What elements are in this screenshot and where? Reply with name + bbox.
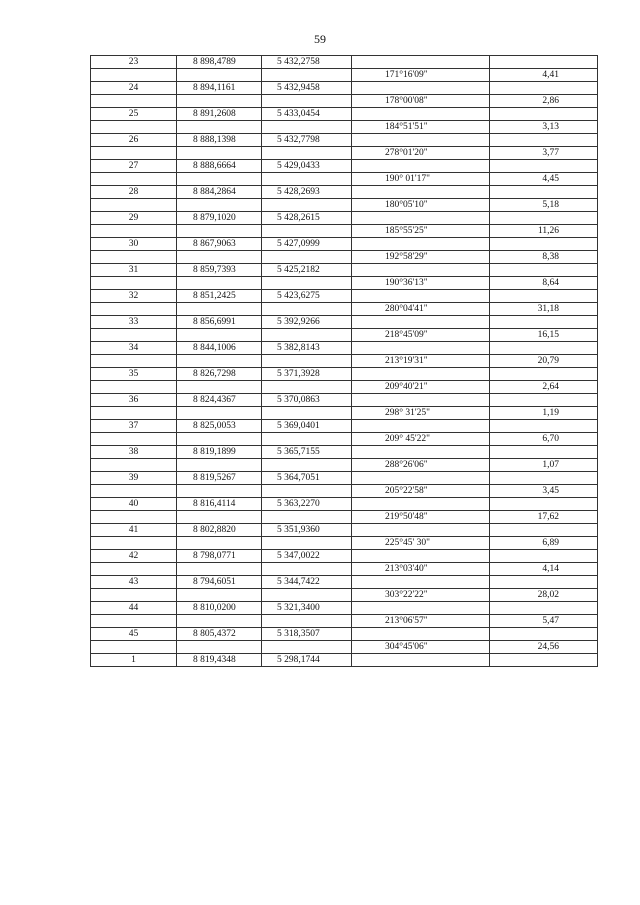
segment-row	[91, 69, 598, 82]
x-coordinate-cell: 8 825,0053	[177, 420, 262, 433]
empty-cell	[490, 550, 598, 563]
segment-row	[91, 563, 598, 576]
empty-cell	[91, 69, 177, 82]
empty-cell	[490, 316, 598, 329]
point-number-cell: 41	[91, 524, 177, 537]
y-coordinate-cell: 5 344,7422	[262, 576, 352, 589]
point-number-cell: 37	[91, 420, 177, 433]
empty-cell	[177, 511, 262, 524]
empty-cell	[91, 641, 177, 654]
direction-angle-cell: 213°19'31"	[352, 355, 490, 368]
distance-cell: 4,41	[490, 69, 598, 82]
segment-row	[91, 199, 598, 212]
empty-cell	[91, 433, 177, 446]
y-coordinate-cell: 5 382,8143	[262, 342, 352, 355]
empty-cell	[262, 303, 352, 316]
distance-cell: 16,15	[490, 329, 598, 342]
empty-cell	[490, 82, 598, 95]
x-coordinate-cell: 8 884,2864	[177, 186, 262, 199]
empty-cell	[177, 329, 262, 342]
point-row	[91, 342, 598, 355]
y-coordinate-cell: 5 432,2758	[262, 56, 352, 69]
segment-row	[91, 433, 598, 446]
empty-cell	[177, 381, 262, 394]
point-number-cell: 25	[91, 108, 177, 121]
empty-cell	[177, 121, 262, 134]
empty-cell	[91, 147, 177, 160]
point-row	[91, 82, 598, 95]
x-coordinate-cell: 8 859,7393	[177, 264, 262, 277]
y-coordinate-cell: 5 369,0401	[262, 420, 352, 433]
segment-row	[91, 173, 598, 186]
empty-cell	[262, 511, 352, 524]
empty-cell	[262, 459, 352, 472]
point-number-cell: 31	[91, 264, 177, 277]
empty-cell	[177, 303, 262, 316]
y-coordinate-cell: 5 428,2693	[262, 186, 352, 199]
empty-cell	[490, 212, 598, 225]
empty-cell	[177, 95, 262, 108]
empty-cell	[177, 225, 262, 238]
direction-angle-cell: 184°51'51"	[352, 121, 490, 134]
empty-cell	[490, 654, 598, 667]
point-number-cell: 38	[91, 446, 177, 459]
direction-angle-cell: 192°58'29"	[352, 251, 490, 264]
y-coordinate-cell: 5 363,2270	[262, 498, 352, 511]
direction-angle-cell: 303°22'22"	[352, 589, 490, 602]
empty-cell	[177, 173, 262, 186]
empty-cell	[177, 199, 262, 212]
segment-row	[91, 511, 598, 524]
empty-cell	[91, 537, 177, 550]
x-coordinate-cell: 8 867,9063	[177, 238, 262, 251]
empty-cell	[490, 576, 598, 589]
empty-cell	[352, 56, 490, 69]
point-row	[91, 316, 598, 329]
point-number-cell: 35	[91, 368, 177, 381]
point-row	[91, 524, 598, 537]
point-row	[91, 472, 598, 485]
x-coordinate-cell: 8 824,4367	[177, 394, 262, 407]
direction-angle-cell: 185°55'25"	[352, 225, 490, 238]
empty-cell	[262, 147, 352, 160]
empty-cell	[262, 173, 352, 186]
empty-cell	[490, 342, 598, 355]
direction-angle-cell: 213°06'57"	[352, 615, 490, 628]
y-coordinate-cell: 5 347,0022	[262, 550, 352, 563]
direction-angle-cell: 225°45' 30"	[352, 537, 490, 550]
y-coordinate-cell: 5 298,1744	[262, 654, 352, 667]
segment-row	[91, 615, 598, 628]
segment-row	[91, 95, 598, 108]
direction-angle-cell: 178°00'08"	[352, 95, 490, 108]
x-coordinate-cell: 8 888,1398	[177, 134, 262, 147]
x-coordinate-cell: 8 819,4348	[177, 654, 262, 667]
segment-row	[91, 121, 598, 134]
point-number-cell: 27	[91, 160, 177, 173]
point-number-cell: 34	[91, 342, 177, 355]
coordinates-table	[90, 55, 598, 667]
y-coordinate-cell: 5 318,3507	[262, 628, 352, 641]
x-coordinate-cell: 8 798,0771	[177, 550, 262, 563]
x-coordinate-cell: 8 826,7298	[177, 368, 262, 381]
empty-cell	[177, 641, 262, 654]
point-row	[91, 108, 598, 121]
point-row	[91, 368, 598, 381]
empty-cell	[177, 537, 262, 550]
point-number-cell: 23	[91, 56, 177, 69]
direction-angle-cell: 209° 45'22"	[352, 433, 490, 446]
empty-cell	[177, 147, 262, 160]
distance-cell: 5,18	[490, 199, 598, 212]
y-coordinate-cell: 5 433,0454	[262, 108, 352, 121]
direction-angle-cell: 298° 31'25"	[352, 407, 490, 420]
empty-cell	[490, 134, 598, 147]
empty-cell	[177, 615, 262, 628]
direction-angle-cell: 190° 01'17"	[352, 173, 490, 186]
y-coordinate-cell: 5 371,3928	[262, 368, 352, 381]
empty-cell	[177, 589, 262, 602]
empty-cell	[352, 108, 490, 121]
point-row	[91, 446, 598, 459]
y-coordinate-cell: 5 432,9458	[262, 82, 352, 95]
point-number-cell: 39	[91, 472, 177, 485]
y-coordinate-cell: 5 425,2182	[262, 264, 352, 277]
empty-cell	[177, 69, 262, 82]
point-number-cell: 30	[91, 238, 177, 251]
segment-row	[91, 277, 598, 290]
empty-cell	[490, 524, 598, 537]
empty-cell	[352, 160, 490, 173]
empty-cell	[177, 459, 262, 472]
empty-cell	[91, 615, 177, 628]
point-number-cell: 26	[91, 134, 177, 147]
x-coordinate-cell: 8 794,6051	[177, 576, 262, 589]
segment-row	[91, 303, 598, 316]
empty-cell	[262, 485, 352, 498]
empty-cell	[490, 472, 598, 485]
distance-cell: 24,56	[490, 641, 598, 654]
distance-cell: 31,18	[490, 303, 598, 316]
empty-cell	[91, 173, 177, 186]
x-coordinate-cell: 8 851,2425	[177, 290, 262, 303]
empty-cell	[262, 277, 352, 290]
distance-cell: 4,14	[490, 563, 598, 576]
point-row	[91, 186, 598, 199]
point-row	[91, 56, 598, 69]
empty-cell	[262, 641, 352, 654]
empty-cell	[490, 238, 598, 251]
empty-cell	[262, 615, 352, 628]
point-number-cell: 33	[91, 316, 177, 329]
y-coordinate-cell: 5 351,9360	[262, 524, 352, 537]
distance-cell: 2,86	[490, 95, 598, 108]
point-row	[91, 394, 598, 407]
empty-cell	[352, 134, 490, 147]
empty-cell	[352, 524, 490, 537]
point-number-cell: 36	[91, 394, 177, 407]
direction-angle-cell: 180°05'10"	[352, 199, 490, 212]
empty-cell	[262, 69, 352, 82]
empty-cell	[177, 251, 262, 264]
point-number-cell: 29	[91, 212, 177, 225]
distance-cell: 1,07	[490, 459, 598, 472]
distance-cell: 2,64	[490, 381, 598, 394]
empty-cell	[352, 602, 490, 615]
empty-cell	[91, 225, 177, 238]
y-coordinate-cell: 5 392,9266	[262, 316, 352, 329]
y-coordinate-cell: 5 432,7798	[262, 134, 352, 147]
empty-cell	[490, 602, 598, 615]
empty-cell	[262, 225, 352, 238]
distance-cell: 5,47	[490, 615, 598, 628]
empty-cell	[262, 589, 352, 602]
empty-cell	[352, 238, 490, 251]
point-number-cell: 44	[91, 602, 177, 615]
segment-row	[91, 147, 598, 160]
empty-cell	[352, 394, 490, 407]
empty-cell	[91, 563, 177, 576]
empty-cell	[91, 329, 177, 342]
empty-cell	[490, 368, 598, 381]
empty-cell	[490, 394, 598, 407]
distance-cell: 20,79	[490, 355, 598, 368]
distance-cell: 6,89	[490, 537, 598, 550]
empty-cell	[352, 290, 490, 303]
y-coordinate-cell: 5 365,7155	[262, 446, 352, 459]
segment-row	[91, 485, 598, 498]
direction-angle-cell: 288°26'06"	[352, 459, 490, 472]
empty-cell	[352, 212, 490, 225]
direction-angle-cell: 304°45'06"	[352, 641, 490, 654]
point-number-cell: 43	[91, 576, 177, 589]
empty-cell	[352, 654, 490, 667]
point-number-cell: 1	[91, 654, 177, 667]
empty-cell	[490, 290, 598, 303]
point-row	[91, 550, 598, 563]
point-row	[91, 264, 598, 277]
point-row	[91, 628, 598, 641]
y-coordinate-cell: 5 428,2615	[262, 212, 352, 225]
empty-cell	[91, 355, 177, 368]
x-coordinate-cell: 8 819,1899	[177, 446, 262, 459]
empty-cell	[262, 199, 352, 212]
empty-cell	[91, 277, 177, 290]
empty-cell	[352, 368, 490, 381]
empty-cell	[262, 95, 352, 108]
x-coordinate-cell: 8 856,6991	[177, 316, 262, 329]
page-number: 59	[314, 32, 326, 46]
x-coordinate-cell: 8 802,8820	[177, 524, 262, 537]
empty-cell	[91, 251, 177, 264]
empty-cell	[91, 511, 177, 524]
x-coordinate-cell: 8 891,2608	[177, 108, 262, 121]
point-row	[91, 498, 598, 511]
distance-cell: 3,77	[490, 147, 598, 160]
point-number-cell: 28	[91, 186, 177, 199]
empty-cell	[490, 628, 598, 641]
empty-cell	[91, 381, 177, 394]
direction-angle-cell: 209°40'21"	[352, 381, 490, 394]
empty-cell	[262, 537, 352, 550]
empty-cell	[352, 628, 490, 641]
empty-cell	[91, 95, 177, 108]
segment-row	[91, 381, 598, 394]
empty-cell	[177, 563, 262, 576]
distance-cell: 17,62	[490, 511, 598, 524]
point-number-cell: 40	[91, 498, 177, 511]
empty-cell	[262, 329, 352, 342]
empty-cell	[177, 485, 262, 498]
distance-cell: 28,02	[490, 589, 598, 602]
segment-row	[91, 459, 598, 472]
empty-cell	[177, 407, 262, 420]
point-row	[91, 238, 598, 251]
empty-cell	[91, 407, 177, 420]
empty-cell	[490, 264, 598, 277]
direction-angle-cell: 213°03'40"	[352, 563, 490, 576]
point-number-cell: 42	[91, 550, 177, 563]
distance-cell: 8,38	[490, 251, 598, 264]
segment-row	[91, 589, 598, 602]
empty-cell	[490, 56, 598, 69]
empty-cell	[91, 121, 177, 134]
segment-row	[91, 537, 598, 550]
empty-cell	[352, 316, 490, 329]
point-row	[91, 576, 598, 589]
x-coordinate-cell: 8 894,1161	[177, 82, 262, 95]
empty-cell	[177, 433, 262, 446]
point-row	[91, 134, 598, 147]
empty-cell	[91, 589, 177, 602]
direction-angle-cell: 280°04'41"	[352, 303, 490, 316]
empty-cell	[177, 355, 262, 368]
empty-cell	[262, 407, 352, 420]
direction-angle-cell: 205°22'58"	[352, 485, 490, 498]
point-row	[91, 212, 598, 225]
empty-cell	[262, 433, 352, 446]
empty-cell	[352, 446, 490, 459]
empty-cell	[262, 355, 352, 368]
segment-row	[91, 225, 598, 238]
point-number-cell: 24	[91, 82, 177, 95]
empty-cell	[490, 108, 598, 121]
x-coordinate-cell: 8 844,1006	[177, 342, 262, 355]
point-number-cell: 32	[91, 290, 177, 303]
x-coordinate-cell: 8 898,4789	[177, 56, 262, 69]
direction-angle-cell: 219°50'48"	[352, 511, 490, 524]
point-row	[91, 420, 598, 433]
empty-cell	[490, 420, 598, 433]
distance-cell: 6,70	[490, 433, 598, 446]
distance-cell: 11,26	[490, 225, 598, 238]
y-coordinate-cell: 5 364,7051	[262, 472, 352, 485]
empty-cell	[91, 303, 177, 316]
direction-angle-cell: 171°16'09"	[352, 69, 490, 82]
x-coordinate-cell: 8 879,1020	[177, 212, 262, 225]
distance-cell: 3,13	[490, 121, 598, 134]
empty-cell	[262, 563, 352, 576]
x-coordinate-cell: 8 805,4372	[177, 628, 262, 641]
y-coordinate-cell: 5 321,3400	[262, 602, 352, 615]
empty-cell	[352, 264, 490, 277]
x-coordinate-cell: 8 810,0200	[177, 602, 262, 615]
y-coordinate-cell: 5 370,0863	[262, 394, 352, 407]
distance-cell: 1,19	[490, 407, 598, 420]
empty-cell	[490, 186, 598, 199]
segment-row	[91, 355, 598, 368]
empty-cell	[352, 342, 490, 355]
empty-cell	[262, 381, 352, 394]
empty-cell	[352, 186, 490, 199]
empty-cell	[490, 498, 598, 511]
empty-cell	[490, 446, 598, 459]
empty-cell	[352, 472, 490, 485]
empty-cell	[352, 550, 490, 563]
distance-cell: 4,45	[490, 173, 598, 186]
point-number-cell: 45	[91, 628, 177, 641]
segment-row	[91, 329, 598, 342]
y-coordinate-cell: 5 423,6275	[262, 290, 352, 303]
empty-cell	[352, 420, 490, 433]
empty-cell	[262, 251, 352, 264]
y-coordinate-cell: 5 429,0433	[262, 160, 352, 173]
direction-angle-cell: 278°01'20"	[352, 147, 490, 160]
point-row	[91, 654, 598, 667]
point-row	[91, 290, 598, 303]
empty-cell	[490, 160, 598, 173]
distance-cell: 3,45	[490, 485, 598, 498]
empty-cell	[352, 498, 490, 511]
empty-cell	[352, 82, 490, 95]
segment-row	[91, 641, 598, 654]
empty-cell	[91, 199, 177, 212]
segment-row	[91, 407, 598, 420]
empty-cell	[262, 121, 352, 134]
x-coordinate-cell: 8 819,5267	[177, 472, 262, 485]
empty-cell	[177, 277, 262, 290]
empty-cell	[91, 485, 177, 498]
x-coordinate-cell: 8 888,6664	[177, 160, 262, 173]
distance-cell: 8,64	[490, 277, 598, 290]
x-coordinate-cell: 8 816,4114	[177, 498, 262, 511]
empty-cell	[352, 576, 490, 589]
segment-row	[91, 251, 598, 264]
point-row	[91, 160, 598, 173]
empty-cell	[91, 459, 177, 472]
y-coordinate-cell: 5 427,0999	[262, 238, 352, 251]
direction-angle-cell: 218°45'09"	[352, 329, 490, 342]
direction-angle-cell: 190°36'13"	[352, 277, 490, 290]
point-row	[91, 602, 598, 615]
